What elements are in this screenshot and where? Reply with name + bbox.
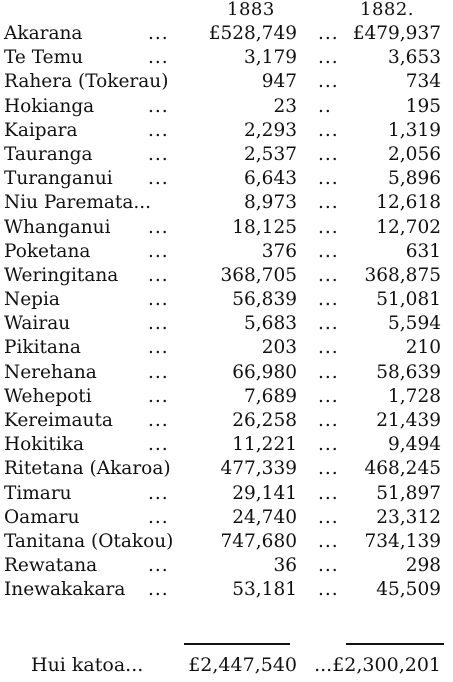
value-1883: 368,705 — [220, 264, 297, 286]
leader-dots-1882: ... — [318, 434, 339, 456]
port-name: Rewatana — [4, 555, 98, 577]
value-1883: 2,293 — [244, 119, 297, 141]
leader-dots-1883: ... — [148, 168, 169, 190]
leader-dots-1882: ... — [318, 506, 339, 528]
value-1882: 210 — [405, 337, 441, 359]
value-1883: 947 — [261, 71, 297, 93]
table-body — [0, 22, 453, 603]
value-1883: 66,980 — [232, 361, 297, 383]
value-1882: 45,509 — [376, 579, 441, 601]
port-name: Ritetana (Akaroa) — [4, 458, 171, 480]
leader-dots-1883: ... — [148, 361, 169, 383]
leader-dots-1883: ... — [148, 482, 169, 504]
value-1882: 734,139 — [364, 530, 441, 552]
leader-dots-1883: ... — [148, 216, 169, 238]
value-1882: 51,897 — [376, 482, 441, 504]
value-1882: 1,319 — [388, 119, 441, 141]
value-1882: 368,875 — [364, 264, 441, 286]
port-name: Oamaru — [4, 506, 80, 528]
value-1883: 203 — [261, 337, 297, 359]
value-1883: 29,141 — [232, 482, 297, 504]
leader-dots-1882: ... — [318, 192, 339, 214]
port-name: Kereimauta — [4, 410, 113, 431]
port-name: Hokianga — [4, 95, 95, 117]
value-1882: 5,896 — [388, 168, 441, 190]
port-name: Rahera (Tokerau) — [4, 71, 169, 93]
value-1883: 26,258 — [232, 410, 297, 431]
leader-dots-1883: ... — [148, 385, 169, 407]
value-1882: 12,702 — [376, 216, 441, 238]
total-value-1883: £2,447,540 — [188, 654, 297, 676]
leader-dots-1883: ... — [148, 313, 169, 335]
leader-dots-1882: ... — [318, 216, 339, 238]
port-name: Turanganui — [4, 168, 113, 190]
value-1883: 24,740 — [232, 506, 297, 528]
value-1882: 9,494 — [388, 434, 441, 456]
table-row — [0, 70, 453, 94]
port-name: Inewakakara — [4, 579, 126, 601]
table-row — [0, 240, 453, 264]
value-1882: 21,439 — [376, 410, 441, 431]
table-row — [0, 216, 453, 240]
leader-dots-1882: ... — [318, 168, 339, 190]
table-row — [0, 482, 453, 506]
leader-dots-1883: ... — [148, 434, 169, 456]
value-1883: 8,973 — [244, 192, 297, 214]
value-1883: 36 — [273, 555, 297, 577]
value-1882: 195 — [405, 95, 441, 117]
total-row — [0, 652, 453, 680]
value-1882: 3,653 — [388, 47, 441, 69]
leader-dots-1882: ... — [318, 119, 339, 141]
leader-dots-1882: ... — [318, 71, 339, 93]
leader-dots-1882: ... — [318, 385, 339, 407]
table-row — [0, 506, 453, 530]
table-row — [0, 191, 453, 215]
leader-dots-1883: ... — [148, 410, 169, 431]
value-1882: 468,245 — [364, 458, 441, 480]
value-1883: 56,839 — [232, 289, 297, 311]
leader-dots-1883: ... — [148, 47, 169, 69]
table-row — [0, 46, 453, 70]
leader-dots-1882: ... — [318, 555, 339, 577]
port-name: Kaipara — [4, 119, 78, 141]
leader-dots-1882: ... — [318, 23, 339, 44]
value-1883: 2,537 — [244, 143, 297, 165]
total-label: Hui katoa... — [31, 654, 144, 676]
table-row — [0, 22, 453, 46]
port-name: Weringitana — [4, 264, 119, 286]
table-row — [0, 433, 453, 457]
value-1882: 298 — [405, 555, 441, 577]
value-1882: 734 — [405, 71, 441, 93]
value-1882: 631 — [405, 240, 441, 262]
table-row — [0, 143, 453, 167]
table-row — [0, 578, 453, 602]
value-1883: 747,680 — [220, 530, 297, 552]
value-1882: 58,639 — [376, 361, 441, 383]
port-name: Pikitana — [4, 337, 81, 359]
leader-dots-1883: ... — [148, 23, 169, 44]
leader-dots-1882: ... — [318, 337, 339, 359]
value-1883: 477,339 — [220, 458, 297, 480]
table-row — [0, 336, 453, 360]
value-1883: 18,125 — [232, 216, 297, 238]
value-1882: 23,312 — [376, 506, 441, 528]
value-1883: 7,689 — [244, 385, 297, 407]
value-1882: £479,937 — [352, 23, 441, 44]
leader-dots-1883: ... — [148, 555, 169, 577]
table-row — [0, 409, 453, 433]
port-name: Timaru — [4, 482, 72, 504]
leader-dots-1883: ... — [148, 506, 169, 528]
table-row — [0, 457, 453, 481]
year-1882-header: 1882. — [360, 0, 415, 20]
year-1883-header: 1883 — [227, 0, 275, 20]
leader-dots-1882: ... — [318, 240, 339, 262]
value-1882: 2,056 — [388, 143, 441, 165]
port-name: Akarana — [4, 23, 83, 44]
table-row — [0, 167, 453, 191]
leader-dots-1883: ... — [148, 579, 169, 601]
port-name: Niu Paremata... — [4, 192, 152, 214]
leader-dots-1882: ... — [318, 410, 339, 431]
leader-dots-1882: ... — [318, 289, 339, 311]
leader-dots-1882: ... — [318, 530, 339, 552]
port-name: Tanitana (Otakou) — [4, 530, 174, 552]
leader-dots-1882: ... — [318, 264, 339, 286]
value-1883: 6,643 — [244, 168, 297, 190]
leader-dots-1882: ... — [318, 482, 339, 504]
value-1883: 376 — [261, 240, 297, 262]
total-rule-1882 — [346, 643, 444, 645]
value-1883: 3,179 — [244, 47, 297, 69]
value-1883: 5,683 — [244, 313, 297, 335]
port-name: Hokitika — [4, 434, 84, 456]
table-row — [0, 385, 453, 409]
table-row — [0, 288, 453, 312]
value-1882: 1,728 — [388, 385, 441, 407]
value-1883: 53,181 — [232, 579, 297, 601]
port-name: Nepia — [4, 289, 60, 311]
leader-dots-1882: ... — [318, 579, 339, 601]
table-row — [0, 95, 453, 119]
total-value-1882: ...£2,300,201 — [314, 654, 441, 676]
value-1882: 51,081 — [376, 289, 441, 311]
value-1883: 23 — [273, 95, 297, 117]
total-rule-1883 — [184, 643, 290, 645]
table-row — [0, 361, 453, 385]
leader-dots-1883: ... — [148, 264, 169, 286]
leader-dots-1883: ... — [148, 337, 169, 359]
leader-dots-1882: ... — [318, 47, 339, 69]
leader-dots-1882: ... — [318, 458, 339, 480]
port-name: Whanganui — [4, 216, 111, 238]
port-name: Wehepoti — [4, 385, 92, 407]
table-row — [0, 264, 453, 288]
table-row — [0, 554, 453, 578]
leader-dots-1883: ... — [148, 95, 169, 117]
port-name: Te Temu — [4, 47, 84, 69]
port-name: Tauranga — [4, 143, 93, 165]
table-row — [0, 312, 453, 336]
leader-dots-1882: .. — [318, 95, 332, 117]
value-1883: £528,749 — [208, 23, 297, 44]
leader-dots-1883: ... — [148, 240, 169, 262]
port-name: Wairau — [4, 313, 71, 335]
leader-dots-1882: ... — [318, 143, 339, 165]
leader-dots-1882: ... — [318, 361, 339, 383]
value-1882: 12,618 — [376, 192, 441, 214]
table-row — [0, 530, 453, 554]
port-name: Nerehana — [4, 361, 97, 383]
leader-dots-1883: ... — [148, 289, 169, 311]
value-1882: 5,594 — [388, 313, 441, 335]
table-row — [0, 119, 453, 143]
leader-dots-1883: ... — [148, 119, 169, 141]
port-name: Poketana — [4, 240, 91, 262]
leader-dots-1882: ... — [318, 313, 339, 335]
leader-dots-1883: ... — [148, 143, 169, 165]
value-1883: 11,221 — [232, 434, 297, 456]
